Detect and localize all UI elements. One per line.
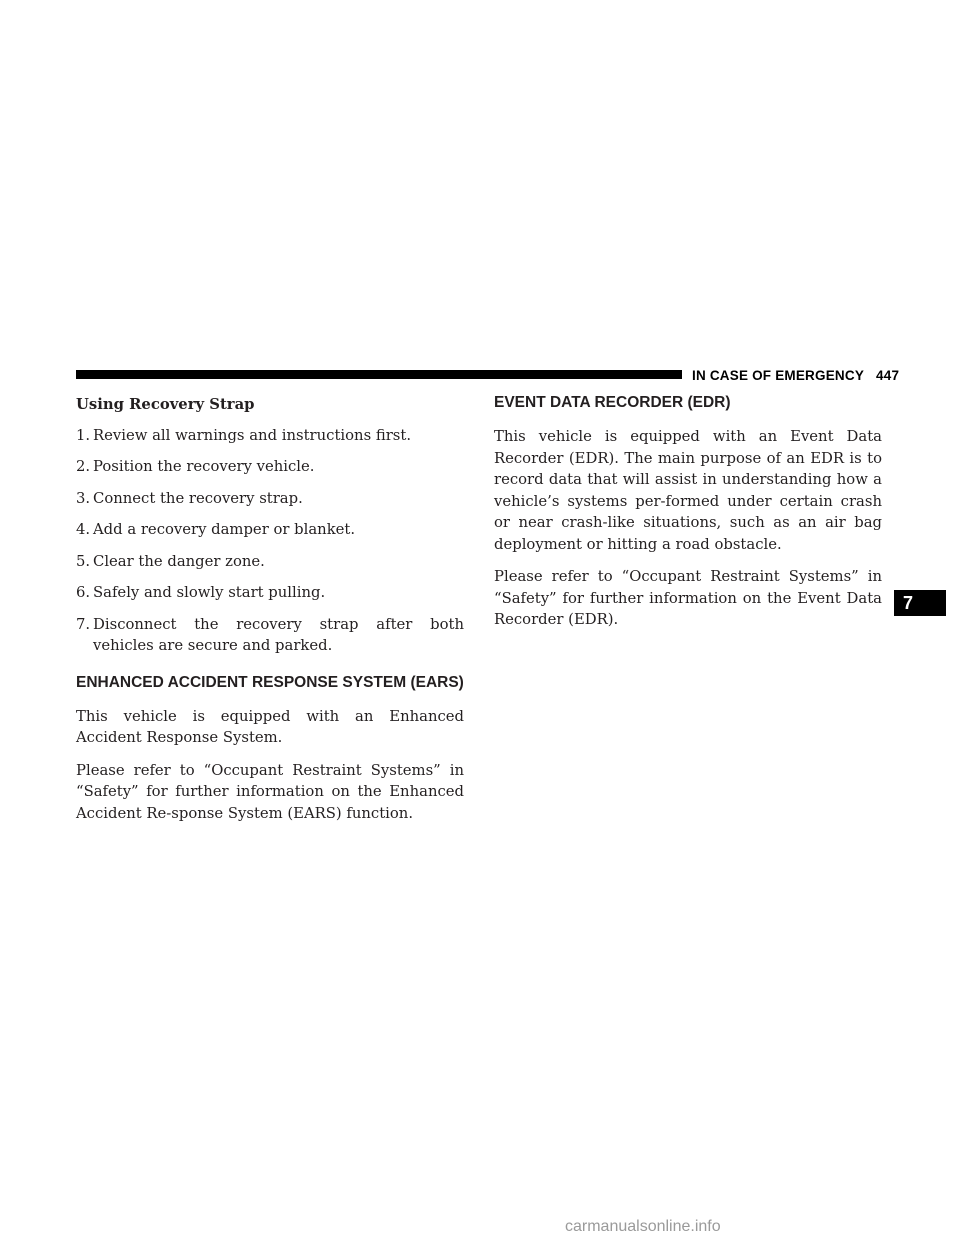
running-header: [692, 368, 899, 383]
list-item: [76, 456, 464, 478]
step-number: 1.: [76, 426, 91, 444]
recovery-steps-list: [76, 425, 464, 657]
step-text: Safely and slowly start pulling.: [93, 584, 326, 601]
list-item: [76, 519, 464, 541]
list-item: [76, 488, 464, 510]
edr-heading: EVENT DATA RECORDER (EDR): [494, 394, 731, 411]
edr-paragraph: This vehicle is equipped with an Event Data Recorder (EDR). The main purpose of an EDR is to record data that will assist in understanding how a vehicle’s systems per-formed under certain crash or near crash-like situations, such as an air bag deployment or hitting a road obstacle.: [494, 428, 882, 553]
header-rule: [76, 370, 682, 379]
ears-heading: ENHANCED ACCIDENT RESPONSE SYSTEM (EARS): [76, 673, 464, 691]
left-column: [76, 394, 464, 835]
list-item: [76, 425, 464, 447]
step-text: Review all warnings and instructions first.: [93, 426, 412, 444]
edr-paragraph: Please refer to “Occupant Restraint Systems” in “Safety” for further information on the Event Data Recorder (EDR).: [494, 568, 882, 628]
watermark: carmanualsonline.info: [565, 1218, 721, 1235]
right-column: [494, 394, 882, 642]
step-text: Connect the recovery strap.: [93, 489, 303, 507]
chapter-tab: 7: [894, 590, 946, 616]
step-text: Add a recovery damper or blanket.: [93, 521, 356, 538]
recovery-strap-subheading: Using Recovery Strap: [76, 396, 255, 413]
step-number: 2.: [76, 458, 91, 475]
step-number: 6.: [76, 584, 91, 601]
list-item: [76, 582, 464, 604]
step-number: 4.: [76, 521, 91, 538]
step-number: 3.: [76, 489, 91, 507]
step-text: Clear the danger zone.: [93, 552, 265, 570]
ears-paragraph: Please refer to “Occupant Restraint Systems” in “Safety” for further information on the Enhanced Accident Re-sponse System (EARS) function.: [76, 761, 464, 822]
ears-paragraph: This vehicle is equipped with an Enhanced Accident Response System.: [76, 707, 464, 746]
page-number: 447: [876, 368, 900, 383]
step-text: Position the recovery vehicle.: [93, 458, 315, 475]
step-number: 5.: [76, 552, 91, 570]
header-section-title: IN CASE OF EMERGENCY: [692, 368, 865, 383]
step-number: 7.: [76, 615, 91, 633]
step-text: Disconnect the recovery strap after both vehicles are secure and parked.: [93, 615, 464, 654]
list-item: [76, 551, 464, 573]
list-item: [76, 614, 464, 657]
